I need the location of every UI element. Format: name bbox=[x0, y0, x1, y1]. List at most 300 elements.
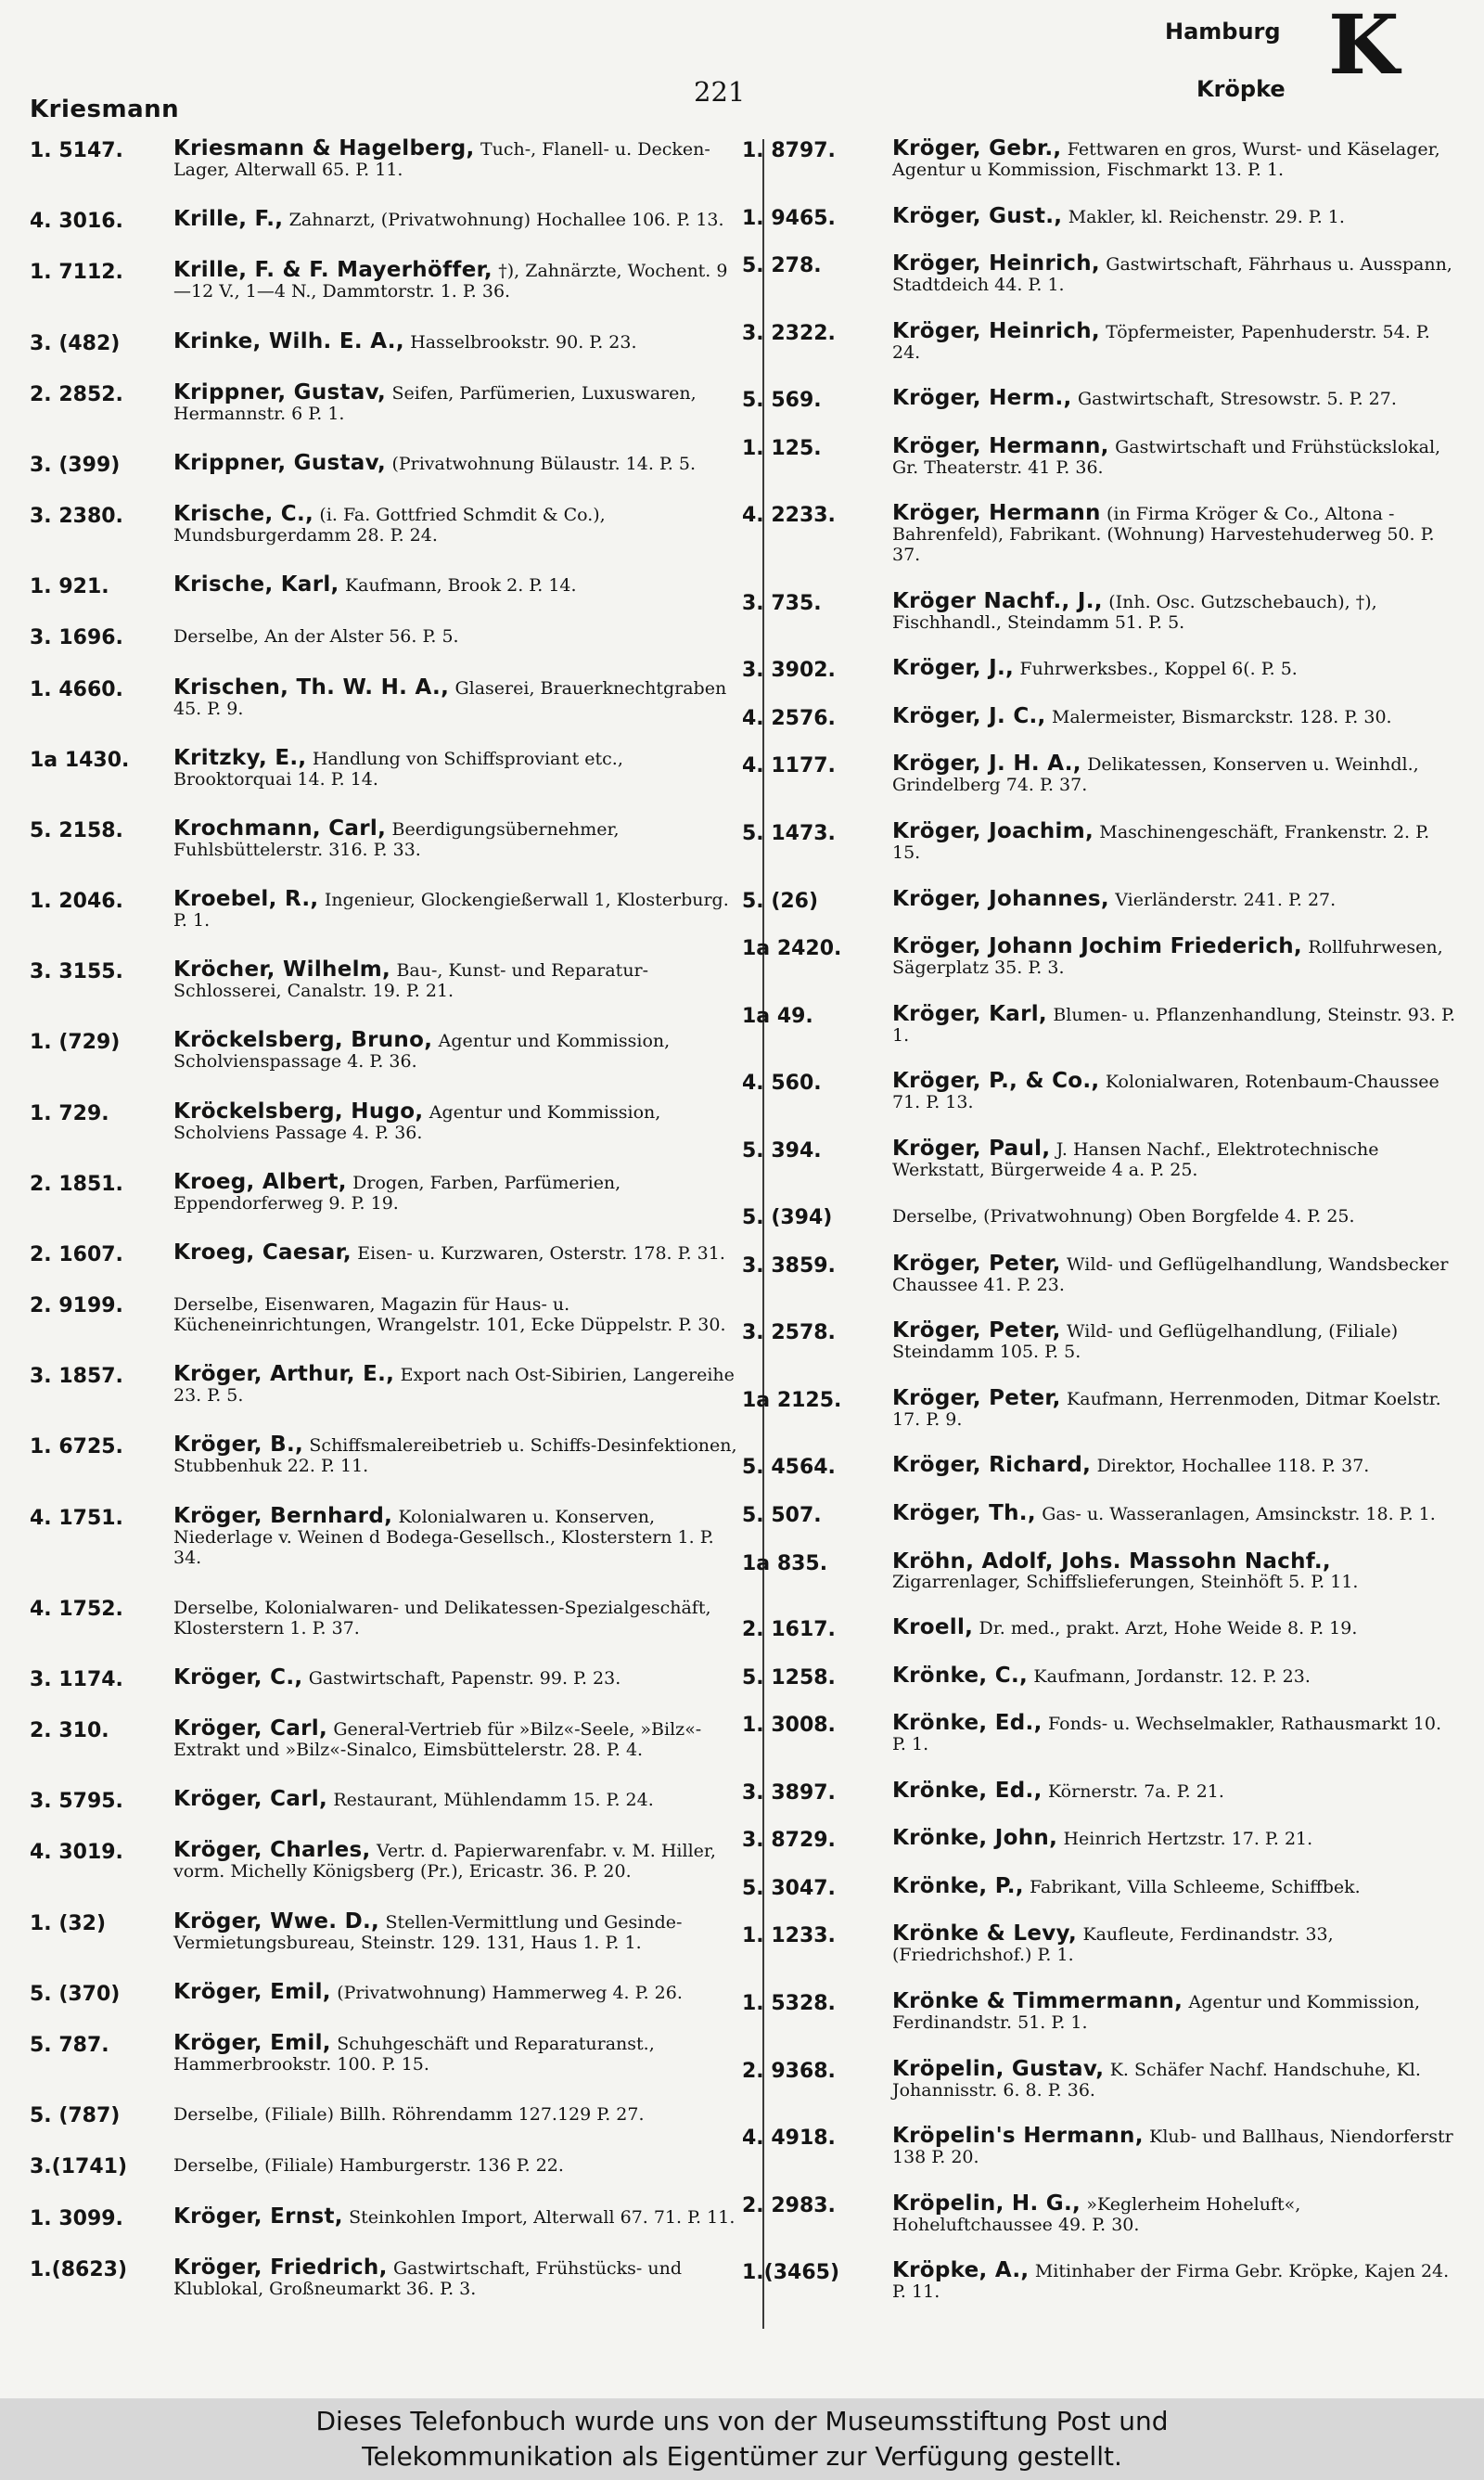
directory-entry bbox=[30, 2204, 744, 2230]
subscriber-name: Kröger, C., bbox=[173, 1664, 303, 1690]
subscriber-name: Kröcher, Wilhelm, bbox=[173, 957, 391, 983]
subscriber-details: Kolonialwaren, Rotenbaum-Chaussee 71. P. 13. bbox=[892, 1072, 1439, 1113]
directory-entry bbox=[742, 1206, 1456, 1230]
phone-number: 5. 1473. bbox=[742, 822, 836, 846]
subscriber-details: Agentur und Kommission, Scholviens Passage 4. P. 36. bbox=[173, 1101, 661, 1143]
phone-number: 5. 278. bbox=[742, 254, 822, 278]
subscriber-details: (Privatwohnung) Hammerweg 4. P. 26. bbox=[337, 1982, 683, 2003]
phone-number: 3. 1696. bbox=[30, 626, 123, 650]
entry-text bbox=[892, 136, 1456, 180]
subscriber-details: Agentur und Kommission, Scholvienspassage 4. P. 36. bbox=[173, 1031, 671, 1073]
subscriber-name: Kröger, J. H. A., bbox=[892, 752, 1081, 777]
subscriber-name: Kröger, Hermann bbox=[892, 501, 1101, 526]
subscriber-details: Wild- und Geflügelhandlung, Wandsbecker Chaussee 41. P. 23. bbox=[892, 1253, 1449, 1295]
subscriber-name: Krille, F. & F. Mayerhöffer, bbox=[173, 258, 493, 283]
subscriber-name: Krille, F., bbox=[173, 207, 284, 232]
entry-text bbox=[173, 1028, 744, 1073]
entry-text bbox=[173, 1503, 744, 1568]
entry-text bbox=[892, 203, 1456, 228]
phone-number: 1. 3008. bbox=[742, 1714, 836, 1738]
subscriber-name: Kröger Nachf., J., bbox=[892, 588, 1103, 613]
directory-entry bbox=[30, 1362, 744, 1407]
entry-text bbox=[892, 1615, 1456, 1640]
directory-entry bbox=[742, 1069, 1456, 1113]
footer-line-1: Dieses Telefonbuch wurde uns von der Museumsstiftung Post und bbox=[315, 2406, 1169, 2436]
subscriber-details: Maschinengeschäft, Frankenstr. 2. P. 15. bbox=[892, 822, 1430, 864]
phone-number: 2. 9368. bbox=[742, 2059, 836, 2083]
directory-entry bbox=[742, 1873, 1456, 1900]
directory-entry bbox=[30, 2255, 744, 2299]
entry-text bbox=[892, 1136, 1456, 1180]
directory-entry bbox=[742, 1318, 1456, 1363]
phone-number: 1. 5147. bbox=[30, 139, 123, 162]
subscriber-name: Kröger, Peter, bbox=[892, 1385, 1061, 1410]
subscriber-name: Krische, Karl, bbox=[173, 572, 339, 598]
subscriber-name: Kröger, Emil, bbox=[173, 1979, 331, 2004]
directory-entry bbox=[30, 1787, 744, 1814]
directory-entry bbox=[30, 136, 744, 180]
subscriber-details: Kaufmann, Brook 2. P. 14. bbox=[344, 575, 577, 597]
subscriber-details: Vertr. d. Papierwarenfabr. v. M. Hiller, vorm. Michelly Königsberg (Pr.), Ericastr. 36. P. 20. bbox=[173, 1841, 716, 1882]
subscriber-details: Restaurant, Mühlendamm 15. P. 24. bbox=[333, 1790, 654, 1811]
directory-entry bbox=[30, 1664, 744, 1691]
entry-text bbox=[892, 1826, 1456, 1851]
directory-entry bbox=[742, 1548, 1456, 1592]
subscriber-name: Kröger, Gust., bbox=[892, 203, 1063, 228]
subscriber-details: Kaufmann, Herrenmoden, Ditmar Koelstr. 17. P. 9. bbox=[892, 1388, 1441, 1430]
entry-text bbox=[892, 1548, 1456, 1592]
subscriber-name: Krische, C., bbox=[173, 502, 314, 527]
subscriber-name: Krischen, Th. W. H. A., bbox=[173, 675, 450, 700]
right-column bbox=[742, 136, 1456, 2329]
phone-number: 3. 3155. bbox=[30, 960, 123, 984]
directory-entry bbox=[742, 2124, 1456, 2168]
subscriber-name: Kröger, Paul, bbox=[892, 1136, 1051, 1161]
subscriber-details: Seifen, Parfümerien, Luxuswaren, Hermannstr. 6 P. 1. bbox=[173, 382, 697, 424]
entry-text bbox=[892, 819, 1456, 864]
entry-text bbox=[892, 1778, 1456, 1803]
city-name: Hamburg bbox=[1165, 19, 1281, 45]
directory-entry bbox=[742, 819, 1456, 864]
subscriber-details: Dr. med., prakt. Arzt, Hohe Weide 8. P. 19. bbox=[979, 1618, 1358, 1639]
subscriber-name: Kröger, Peter, bbox=[892, 1318, 1061, 1343]
phone-number: 3. 2380. bbox=[30, 505, 123, 529]
directory-entry bbox=[742, 318, 1456, 363]
subscriber-details: Blumen- u. Pflanzenhandlung, Steinstr. 93. P. 1. bbox=[892, 1004, 1456, 1046]
directory-entry bbox=[30, 1294, 744, 1335]
entry-text bbox=[892, 1318, 1456, 1363]
entry-text bbox=[173, 2104, 744, 2125]
phone-number: 3. 1857. bbox=[30, 1365, 123, 1389]
phone-number: 4. 2233. bbox=[742, 504, 836, 528]
subscriber-name: Kröger, Friedrich, bbox=[173, 2255, 388, 2280]
phone-number: 1a 49. bbox=[742, 1004, 813, 1028]
subscriber-name: Kröckelsberg, Bruno, bbox=[173, 1028, 433, 1053]
phone-number: 3. 2322. bbox=[742, 321, 836, 345]
subscriber-name: Kröger, Heinrich, bbox=[892, 318, 1100, 343]
directory-entry bbox=[30, 745, 744, 790]
phone-number: 1. 9465. bbox=[742, 206, 836, 230]
subscriber-name: Kroell, bbox=[892, 1615, 974, 1640]
subscriber-name: Kröger, Arthur, E., bbox=[173, 1362, 395, 1387]
entry-text bbox=[173, 2155, 744, 2176]
entry-text bbox=[892, 433, 1456, 478]
subscriber-name: Kröpelin, Gustav, bbox=[892, 2056, 1105, 2081]
directory-entry bbox=[742, 1778, 1456, 1805]
directory-entry bbox=[742, 203, 1456, 230]
entry-text bbox=[892, 1988, 1456, 2033]
directory-entry bbox=[30, 1028, 744, 1073]
subscriber-details: Ingenieur, Glockengießerwall 1, Klosterburg. P. 1. bbox=[173, 890, 729, 932]
subscriber-name: Krönke, Ed., bbox=[892, 1711, 1043, 1736]
subscriber-details: J. Hansen Nachf., Elektrotechnische Werkstatt, Bürgerweide 4 a. P. 25. bbox=[892, 1138, 1379, 1180]
subscriber-name: Krippner, Gustav, bbox=[173, 379, 387, 405]
entry-text bbox=[892, 588, 1456, 633]
entry-text bbox=[892, 656, 1456, 681]
subscriber-name: Krönke, P., bbox=[892, 1873, 1024, 1898]
directory-entry bbox=[742, 588, 1456, 633]
right-keyword: Kröpke bbox=[1196, 76, 1286, 102]
subscriber-details: Drogen, Farben, Parfümerien, Eppendorferweg 9. P. 19. bbox=[173, 1172, 621, 1214]
subscriber-details: †), Zahnärzte, Wochent. 9—12 V., 1—4 N., Dammtorstr. 1. P. 36. bbox=[173, 261, 728, 302]
phone-number: 3.(1741) bbox=[30, 2155, 128, 2179]
subscriber-name: Kröger, Gebr., bbox=[892, 136, 1062, 161]
subscriber-details: Fettwaren en gros, Wurst- und Käselager, Agentur u Kommission, Fischmarkt 13. P. 1. bbox=[892, 139, 1440, 180]
entry-text bbox=[173, 1716, 744, 1761]
phone-number: 4. 3016. bbox=[30, 210, 123, 234]
page-header bbox=[0, 0, 1484, 139]
subscriber-name: Kröger, B., bbox=[173, 1433, 304, 1458]
phone-number: 2. 1607. bbox=[30, 1242, 123, 1266]
subscriber-details: Kaufmann, Jordanstr. 12. P. 23. bbox=[1033, 1665, 1311, 1687]
phone-number: 3. 3859. bbox=[742, 1253, 836, 1278]
directory-entry bbox=[30, 2155, 744, 2177]
directory-entry bbox=[30, 1099, 744, 1143]
entry-text bbox=[892, 386, 1456, 411]
subscriber-details: Handlung von Schiffsproviant etc., Brooktorquai 14. P. 14. bbox=[173, 748, 623, 790]
subscriber-name: Krönke, John, bbox=[892, 1826, 1058, 1851]
phone-number: 1. 729. bbox=[30, 1101, 109, 1125]
entry-text bbox=[173, 1664, 744, 1690]
entry-text bbox=[892, 2124, 1456, 2168]
subscriber-name: Kröpelin's Hermann, bbox=[892, 2124, 1144, 2149]
phone-number: 4. 560. bbox=[742, 1072, 822, 1096]
subscriber-name: Krippner, Gustav, bbox=[173, 450, 387, 475]
subscriber-details: Rollfuhrwesen, Sägerplatz 35. P. 3. bbox=[892, 937, 1443, 979]
phone-number: 1. 125. bbox=[742, 436, 822, 460]
subscriber-details: Körnerstr. 7a. P. 21. bbox=[1047, 1780, 1224, 1802]
subscriber-details: Hasselbrookstr. 90. P. 23. bbox=[410, 331, 637, 353]
phone-number: 4. 3019. bbox=[30, 1841, 123, 1865]
entry-text bbox=[892, 1385, 1456, 1430]
phone-number: 4. 1752. bbox=[30, 1597, 123, 1621]
subscriber-details: Derselbe, (Privatwohnung) Oben Borgfelde 4. P. 25. bbox=[892, 1206, 1355, 1227]
subscriber-name: Kröger, Bernhard, bbox=[173, 1503, 393, 1528]
entry-text bbox=[173, 328, 744, 353]
subscriber-details: Zahnarzt, (Privatwohnung) Hochallee 106. P. 13. bbox=[288, 210, 724, 231]
subscriber-name: Kröger, J., bbox=[892, 656, 1015, 681]
phone-number: 1.(8623) bbox=[30, 2257, 128, 2281]
subscriber-details: (in Firma Kröger & Co., Altona - Bahrenfeld), Fabrikant. (Wohnung) Harvestehuderweg 50. P. 37. bbox=[892, 504, 1435, 566]
subscriber-name: Kröger, Carl, bbox=[173, 1787, 328, 1812]
subscriber-name: Kröger, Herm., bbox=[892, 386, 1072, 411]
subscriber-details: Gastwirtschaft, Frühstücks- und Klublokal, Großneumarkt 36. P. 3. bbox=[173, 2257, 683, 2299]
directory-entry bbox=[742, 136, 1456, 180]
entry-text bbox=[892, 1663, 1456, 1688]
entry-text bbox=[173, 1294, 744, 1335]
phone-number: 2. 1851. bbox=[30, 1172, 123, 1196]
subscriber-details: Derselbe, (Filiale) Hamburgerstr. 136 P. 22. bbox=[173, 2155, 564, 2177]
subscriber-details: Wild- und Geflügelhandlung, (Filiale) Steindamm 105. P. 5. bbox=[892, 1321, 1399, 1363]
entry-text bbox=[892, 1001, 1456, 1046]
subscriber-details: Tuch-, Flanell- u. Decken-Lager, Alterwall 65. P. 11. bbox=[173, 139, 710, 180]
subscriber-details: Makler, kl. Reichenstr. 29. P. 1. bbox=[1068, 206, 1345, 227]
directory-entry bbox=[30, 1435, 744, 1476]
subscriber-name: Kröger, Hermann, bbox=[892, 433, 1109, 458]
directory-entry bbox=[742, 1663, 1456, 1690]
phone-number: 2. 1617. bbox=[742, 1618, 836, 1642]
phone-number: 5. 787. bbox=[30, 2033, 109, 2057]
phone-number: 3. 5795. bbox=[30, 1790, 123, 1814]
phone-number: 5. 4564. bbox=[742, 1456, 836, 1480]
directory-entry bbox=[30, 258, 744, 302]
phone-number: 4. 1751. bbox=[30, 1506, 123, 1530]
directory-entry bbox=[742, 934, 1456, 979]
entry-text bbox=[892, 1069, 1456, 1113]
entry-text bbox=[173, 379, 744, 424]
phone-number: 3. 2578. bbox=[742, 1321, 836, 1345]
entry-text bbox=[173, 1169, 744, 1214]
entry-text bbox=[892, 1251, 1456, 1295]
subscriber-name: Kröger, Johannes, bbox=[892, 886, 1109, 911]
phone-number: 2. 2852. bbox=[30, 382, 123, 406]
subscriber-details: Gastwirtschaft, Stresowstr. 5. P. 27. bbox=[1077, 389, 1397, 410]
section-letter: K bbox=[1328, 0, 1400, 93]
phone-number: 1a 2420. bbox=[742, 937, 842, 961]
entry-text bbox=[173, 450, 744, 475]
subscriber-name: Kröger, J. C., bbox=[892, 703, 1046, 728]
subscriber-name: Kroebel, R., bbox=[173, 887, 319, 912]
entry-text bbox=[173, 1598, 744, 1638]
subscriber-name: Kröger, Ernst, bbox=[173, 2204, 343, 2229]
subscriber-details: Stellen-Vermittlung und Gesinde-Vermietungsbureau, Steinstr. 129. 131, Haus 1. P. 1. bbox=[173, 1911, 683, 1953]
subscriber-details: Vierländerstr. 241. P. 27. bbox=[1115, 889, 1337, 910]
subscriber-details: Export nach Ost-Sibirien, Langereihe 23. P. 5. bbox=[173, 1365, 735, 1407]
directory-entry bbox=[30, 2030, 744, 2075]
subscriber-details: Töpfermeister, Papenhuderstr. 54. P. 24. bbox=[892, 321, 1430, 363]
subscriber-details: Agentur und Kommission, Ferdinandstr. 51. P. 1. bbox=[892, 1991, 1421, 2033]
directory-entry bbox=[742, 1251, 1456, 1295]
footer-notice bbox=[0, 2398, 1484, 2480]
directory-entry bbox=[742, 1136, 1456, 1180]
phone-number: 4. 4918. bbox=[742, 2127, 836, 2151]
subscriber-name: Krönke & Levy, bbox=[892, 1921, 1078, 1947]
directory-entry bbox=[30, 887, 744, 932]
directory-entry bbox=[30, 1908, 744, 1953]
entry-text bbox=[173, 1435, 744, 1476]
directory-entry bbox=[742, 386, 1456, 413]
directory-entry bbox=[30, 207, 744, 234]
entry-text bbox=[892, 934, 1456, 979]
subscriber-details: Derselbe, (Filiale) Billh. Röhrendamm 127.129 P. 27. bbox=[173, 2104, 645, 2126]
subscriber-name: Kroeg, Caesar, bbox=[173, 1240, 352, 1265]
phone-number: 2. 310. bbox=[30, 1719, 109, 1743]
subscriber-name: Kröger, Charles, bbox=[173, 1838, 371, 1863]
phone-number: 1. (729) bbox=[30, 1031, 121, 1055]
directory-entry bbox=[30, 502, 744, 546]
directory-entry bbox=[30, 328, 744, 355]
directory-entry bbox=[30, 1716, 744, 1761]
subscriber-details: Schuhgeschäft und Reparaturanst., Hammerbrookstr. 100. P. 15. bbox=[173, 2033, 655, 2075]
directory-entry bbox=[30, 572, 744, 599]
directory-entry bbox=[30, 1838, 744, 1882]
phone-number: 5. (394) bbox=[742, 1206, 833, 1230]
entry-text bbox=[173, 2255, 744, 2299]
directory-entry bbox=[30, 1598, 744, 1638]
entry-text bbox=[892, 251, 1456, 296]
subscriber-details: Direktor, Hochallee 118. P. 37. bbox=[1096, 1456, 1370, 1477]
entry-text bbox=[173, 502, 744, 546]
phone-number: 1. (32) bbox=[30, 1911, 107, 1935]
subscriber-details: Beerdigungsübernehmer, Fuhlsbüttelerstr. 316. P. 33. bbox=[173, 818, 620, 860]
subscriber-name: Kröpelin, H. G., bbox=[892, 2191, 1081, 2216]
phone-number: 3. (399) bbox=[30, 453, 121, 477]
entry-text bbox=[173, 1979, 744, 2004]
subscriber-details: Heinrich Hertzstr. 17. P. 21. bbox=[1063, 1829, 1313, 1850]
phone-number: 5. 507. bbox=[742, 1504, 822, 1528]
phone-number: 3. 3897. bbox=[742, 1780, 836, 1805]
entry-text bbox=[173, 745, 744, 790]
footer-line-2: Telekommunikation als Eigentümer zur Verfügung gestellt. bbox=[362, 2441, 1122, 2472]
subscriber-details: Kaufleute, Ferdinandstr. 33, (Friedrichshof.) P. 1. bbox=[892, 1924, 1334, 1966]
subscriber-details: Malermeister, Bismarckstr. 128. P. 30. bbox=[1051, 706, 1392, 727]
subscriber-name: Kröger, Karl, bbox=[892, 1001, 1047, 1026]
directory-entry bbox=[742, 2191, 1456, 2235]
phone-number: 5. 3047. bbox=[742, 1876, 836, 1900]
entry-text bbox=[173, 136, 744, 180]
subscriber-name: Kröger, Emil, bbox=[173, 2030, 331, 2055]
phone-number: 2. 2983. bbox=[742, 2193, 836, 2217]
directory-entry bbox=[742, 1501, 1456, 1528]
phone-number: 1. 6725. bbox=[30, 1435, 123, 1459]
entry-text bbox=[892, 1206, 1456, 1227]
subscriber-details: Delikatessen, Konserven u. Weinhdl., Grindelberg 74. P. 37. bbox=[892, 754, 1419, 796]
entry-text bbox=[173, 2030, 744, 2075]
entry-text bbox=[173, 1240, 744, 1265]
subscriber-name: Kröger, Joachim, bbox=[892, 819, 1094, 844]
subscriber-name: Kröger, Carl, bbox=[173, 1716, 328, 1741]
subscriber-name: Kröger, Heinrich, bbox=[892, 251, 1100, 276]
subscriber-name: Krönke, Ed., bbox=[892, 1778, 1043, 1803]
subscriber-details: Klub- und Ballhaus, Niendorferstr 138 P. 20. bbox=[892, 2127, 1453, 2168]
phone-number: 5. 569. bbox=[742, 389, 822, 413]
phone-number: 1. 4660. bbox=[30, 677, 123, 701]
entry-text bbox=[892, 2056, 1456, 2101]
directory-entry bbox=[742, 886, 1456, 913]
subscriber-details: Gastwirtschaft und Frühstückslokal, Gr. Theaterstr. 41 P. 36. bbox=[892, 436, 1441, 478]
subscriber-details: Fonds- u. Wechselmakler, Rathausmarkt 10. P. 1. bbox=[892, 1714, 1442, 1755]
phone-number: 3. 8729. bbox=[742, 1829, 836, 1853]
subscriber-name: Krinke, Wilh. E. A., bbox=[173, 328, 404, 353]
directory-entry bbox=[742, 754, 1456, 795]
directory-entry bbox=[30, 1169, 744, 1214]
entry-text bbox=[173, 816, 744, 860]
phone-number: 5. 2158. bbox=[30, 818, 123, 842]
entry-text bbox=[173, 957, 744, 1002]
phone-number: 5. (370) bbox=[30, 1982, 121, 2006]
subscriber-details: Gastwirtschaft, Fährhaus u. Ausspann, Stadtdeich 44. P. 1. bbox=[892, 254, 1452, 296]
subscriber-name: Kritzky, E., bbox=[173, 745, 307, 770]
subscriber-name: Kröger, P., & Co., bbox=[892, 1069, 1100, 1094]
phone-number: 1a 835. bbox=[742, 1551, 828, 1575]
entry-text bbox=[173, 675, 744, 719]
subscriber-name: Kröger, Th., bbox=[892, 1501, 1036, 1526]
subscriber-details: General-Vertrieb für »Bilz«-Seele, »Bilz«-Extrakt und »Bilz«-Sinalco, Eimsbüttelerstr. 28. P. 4. bbox=[173, 1719, 702, 1761]
phone-number: 1. 5328. bbox=[742, 1991, 836, 2015]
entry-text bbox=[173, 887, 744, 932]
phone-number: 5. (787) bbox=[30, 2104, 121, 2128]
directory-entry bbox=[30, 1240, 744, 1266]
subscriber-details: Kolonialwaren u. Konserven, Niederlage v. Weinen d Bodega-Gesellsch., Klosterstern 1. P. 34. bbox=[173, 1506, 714, 1568]
entry-text bbox=[892, 1921, 1456, 1966]
subscriber-details: Eisen- u. Kurzwaren, Osterstr. 178. P. 31. bbox=[357, 1242, 725, 1264]
entry-text bbox=[173, 2204, 744, 2229]
subscriber-details: Schiffsmalereibetrieb u. Schiffs-Desinfektionen, Stubbenhuk 22. P. 11. bbox=[173, 1435, 737, 1477]
directory-entry bbox=[742, 703, 1456, 730]
subscriber-name: Kroeg, Albert, bbox=[173, 1169, 347, 1194]
directory-entry bbox=[742, 656, 1456, 683]
phone-number: 1. 1233. bbox=[742, 1924, 836, 1948]
subscriber-details: Glaserei, Brauerknechtgraben 45. P. 9. bbox=[173, 677, 727, 719]
phone-number: 1a 2125. bbox=[742, 1388, 842, 1412]
directory-entry bbox=[742, 1826, 1456, 1853]
entry-text bbox=[892, 1453, 1456, 1478]
directory-entry bbox=[742, 1385, 1456, 1430]
entry-text bbox=[892, 754, 1456, 795]
entry-text bbox=[173, 1362, 744, 1407]
phone-number: 5. 394. bbox=[742, 1138, 822, 1163]
subscriber-name: Krochmann, Carl, bbox=[173, 816, 387, 841]
phone-number: 5. (26) bbox=[742, 889, 819, 913]
directory-entry bbox=[742, 1988, 1456, 2033]
left-keyword: Kriesmann bbox=[30, 96, 180, 123]
phone-number: 4. 1177. bbox=[742, 754, 836, 778]
phone-number: 3. 3902. bbox=[742, 659, 836, 683]
directory-entry bbox=[30, 816, 744, 860]
phone-number: 1. 921. bbox=[30, 575, 109, 599]
entry-text bbox=[892, 1501, 1456, 1526]
page-number: 221 bbox=[694, 76, 746, 108]
subscriber-details: Fuhrwerksbes., Koppel 6(. P. 5. bbox=[1019, 659, 1298, 680]
subscriber-name: Kröhn, Adolf, Johs. Massohn Nachf., bbox=[892, 1548, 1331, 1574]
directory-entry bbox=[742, 1001, 1456, 1046]
phone-number: 3. (482) bbox=[30, 331, 121, 355]
subscriber-details: (i. Fa. Gottfried Schmdit & Co.), Mundsburgerdamm 28. P. 24. bbox=[173, 505, 606, 546]
entry-text bbox=[173, 1838, 744, 1882]
subscriber-name: Kröger, Peter, bbox=[892, 1251, 1061, 1276]
entry-text bbox=[892, 2258, 1456, 2303]
directory-entry bbox=[30, 957, 744, 1002]
directory-entry bbox=[30, 379, 744, 424]
subscriber-details: Fabrikant, Villa Schleeme, Schiffbek. bbox=[1030, 1876, 1361, 1897]
directory-entry bbox=[30, 626, 744, 648]
subscriber-details: Derselbe, Eisenwaren, Magazin für Haus- u. Kücheneinrichtungen, Wrangelstr. 101, Ecke Düppelstr. P. 30. bbox=[173, 1294, 726, 1336]
subscriber-details: Steinkohlen Import, Alterwall 67. 71. P. 11. bbox=[349, 2206, 736, 2228]
directory-entry bbox=[742, 1615, 1456, 1642]
directory-entry bbox=[742, 251, 1456, 296]
subscriber-details: Bau-, Kunst- und Reparatur-Schlosserei, Canalstr. 19. P. 21. bbox=[173, 960, 649, 1002]
subscriber-details: Derselbe, Kolonialwaren- und Delikatessen-Spezialgeschäft, Klosterstern 1. P. 37. bbox=[173, 1597, 711, 1638]
